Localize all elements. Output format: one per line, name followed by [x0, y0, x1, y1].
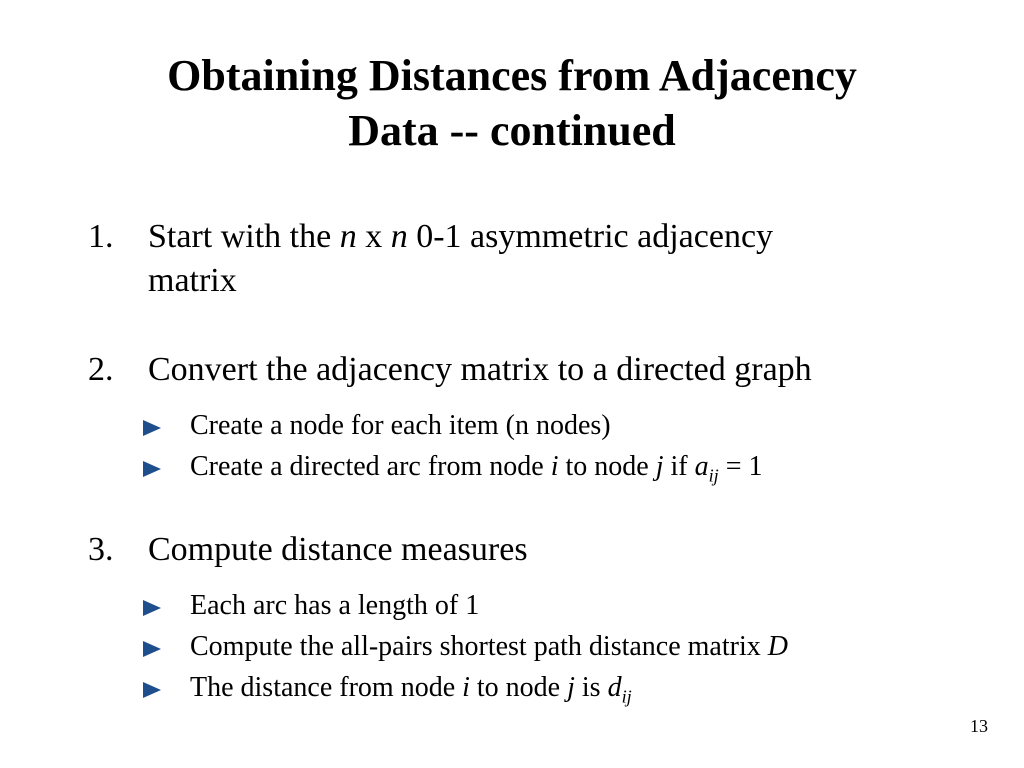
sub-item-text: Create a node for each item (n nodes)	[190, 410, 611, 441]
arrow-bullet-icon	[143, 600, 161, 616]
slide-title	[0, 48, 1024, 158]
sub-item-text: Create a directed arc from node i to node j if $a_{ij} = 1$	[190, 451, 763, 486]
item-text: Convert the adjacency matrix to a directed graph	[148, 351, 812, 388]
title-line-2: Data -- continued	[348, 106, 676, 155]
arrow-bullet-icon	[143, 682, 161, 698]
arrow-bullet-icon	[143, 641, 161, 657]
sub-item-text: The distance from node i to node j is $d_{ij}$	[190, 672, 632, 707]
item-number: 1.	[88, 218, 114, 255]
page-number: 13	[970, 716, 988, 736]
item-text: Compute distance measures	[148, 531, 528, 568]
arrow-bullet-icon	[143, 420, 161, 436]
item-number: 3.	[88, 531, 114, 568]
arrow-bullet-icon	[143, 461, 161, 477]
item-number: 2.	[88, 351, 114, 388]
sub-item-text: Compute the all-pairs shortest path distance matrix D	[190, 631, 788, 662]
title-line-1: Obtaining Distances from Adjacency	[167, 51, 857, 100]
sub-item-text: Each arc has a length of 1	[190, 590, 480, 621]
item-text: Start with the n x n 0-1 asymmetric adjacency matrix	[148, 218, 774, 299]
